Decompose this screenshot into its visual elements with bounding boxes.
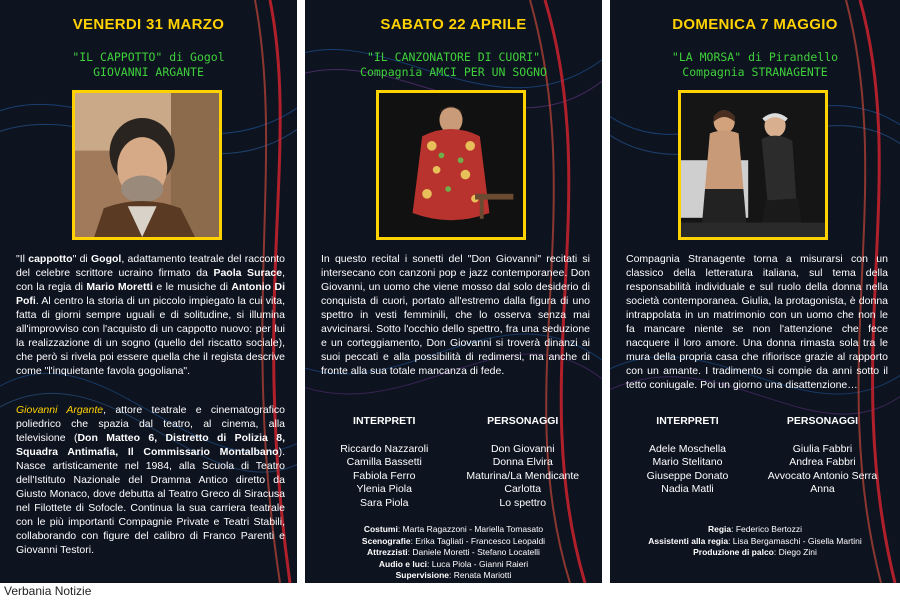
performer-photo bbox=[376, 90, 526, 240]
cast-name: Riccardo Nazzaroli bbox=[340, 442, 429, 455]
event-date: VENERDI 31 MARZO bbox=[72, 16, 225, 33]
event-panel-cappotto bbox=[0, 0, 297, 583]
interpreti-heading: INTERPRETI bbox=[656, 415, 719, 427]
character-name: Andrea Fabbri bbox=[789, 456, 856, 468]
cast-name: Camilla Bassetti bbox=[346, 456, 422, 468]
character-name: Donna Elvira bbox=[492, 456, 553, 468]
production-credits bbox=[616, 524, 894, 559]
subtitle-line-2: GIOVANNI ARGANTE bbox=[93, 65, 204, 79]
subtitle-line-2: Compagnia STRANAGENTE bbox=[682, 65, 828, 79]
character-name: Carlotta bbox=[504, 483, 542, 495]
cast-name: Mario Stelitano bbox=[652, 456, 723, 468]
event-description: In questo recital i sonetti del "Don Giovanni" recitati si intersecano con canzoni pop e jazz contemporanee. Don Giovanni, un uomo che viene mosso dal solo desiderio di conquista di cuori, portato all'estremo dalla figura di uno spettro in vesti femminili, che lo osserva senza mai avvicinarsi. Sotto l'occhio dello spettro, fra una seduzione e un corteggiamento, Don Giovanni si troverà dinanzi ai suoi peccati e alla possibilità di redimersi, ma anche di fronte alla sua totale mancanza di fede. bbox=[321, 253, 590, 377]
source-watermark: Verbania Notizie bbox=[4, 584, 92, 598]
credit-line: Produzione di palco: Diego Zini bbox=[693, 547, 817, 557]
cast-table bbox=[315, 415, 592, 510]
event-panel-canzonatore bbox=[305, 0, 602, 583]
subtitle-line-1: "LA MORSA" di Pirandello bbox=[671, 50, 839, 64]
event-subtitle bbox=[305, 50, 602, 80]
cast-name: Nadia Matli bbox=[661, 483, 714, 495]
personaggi-heading: PERSONAGGI bbox=[786, 415, 859, 427]
event-description: Compagnia Stranagente torna a misurarsi con un classico della letteratura italiana, sul tema della responsabilità individuale e sul ruolo della donna nella società contemporanea. Giulia, la protagonista, è donna intrappolata in un matrimonio con un uomo che non le fa mancare niente se non l'attenzione che fece nacquere il loro amore. Una donna rimasta sola tra le mura della propria casa che rifiorisce grazie al rapporto con un amante. I tradimento si compie da anni sotto il tetto coniugale. Poi un giorno una disattenzione… bbox=[626, 253, 888, 391]
cast-name: Adele Moschella bbox=[648, 442, 727, 455]
cast-table bbox=[620, 415, 890, 497]
personaggi-heading: PERSONAGGI bbox=[487, 415, 559, 427]
credit-line: Assistenti alla regia: Lisa Bergamaschi - Gisella Martini bbox=[648, 535, 862, 546]
subtitle-line-2: Compagnia AMCI PER UN SOGNO bbox=[360, 65, 547, 79]
credit-line: Costumi: Marta Ragazzoni - Mariella Tomasato bbox=[363, 524, 544, 534]
event-subtitle bbox=[610, 50, 900, 80]
event-description: "Il cappotto" di Gogol, adattamento teatrale del racconto del celebre scrittore ucraino firmato da Paola Surace, con la regia di Mario Moretti e le musiche di Antonio Di Pofi. Al centro la storia di un piccolo impiegato la cui vita, fatta di giorni sempre uguali e di solitudine, si illumina all'improvviso con l'acquisto di un cappotto nuovo: per lui la realizzazione di un sogno (quello del riscatto sociale), che però si rivela poi essere quella che il regista descrive come "l'inquietante favola gogoliana". bbox=[16, 253, 286, 377]
interpreti-heading: INTERPRETI bbox=[353, 415, 416, 427]
credit-line: Supervisione: Renata Mariotti bbox=[395, 570, 512, 580]
character-name: Avvocato Antonio Serra bbox=[767, 469, 878, 482]
credit-line: Regia: Federico Bertozzi bbox=[707, 524, 803, 534]
cast-name: Giuseppe Donato bbox=[646, 469, 729, 482]
cast-name: Sara Piola bbox=[360, 496, 409, 509]
subtitle-line-1: "IL CAPPOTTO" di Gogol bbox=[72, 50, 225, 64]
credit-line: Attrezzisti: Daniele Moretti - Stefano Locatelli bbox=[367, 547, 540, 557]
character-name: Lo spettro bbox=[499, 496, 547, 509]
personaggi-column bbox=[755, 415, 890, 497]
event-date: SABATO 22 APRILE bbox=[380, 16, 527, 33]
actor-portrait-photo bbox=[72, 90, 222, 240]
interpreti-column bbox=[315, 415, 454, 510]
credit-line: Scenografie: Erika Tagliati - Francesco Leopaldi bbox=[361, 535, 546, 546]
interpreti-column bbox=[620, 415, 755, 497]
cast-name: Fabiola Ferro bbox=[353, 469, 416, 482]
event-date: DOMENICA 7 MAGGIO bbox=[672, 16, 838, 33]
subtitle-line-1: "IL CANZONATORE DI CUORI" bbox=[366, 50, 541, 64]
credit-line: Audio e luci: Luca Piola - Gianni Raieri bbox=[378, 558, 529, 569]
actor-biography: Giovanni Argante, attore teatrale e cinematografico poliedrico che spazia dal teatro, al cinema, alla televisione (Don Matteo 6, Distretto di Polizia 8, Squadra Antimafia, Il Commissario Montalbano). Nasce artisticamente nel 1984, alla Scuola di Teatro dell'Istituto Nazionale del Dramma Antico diretto da Giusto Monaco, dove debutta al Teatro Greco di Siracusa nel Filottete di Sofocle. Continua la sua carriera teatrale con le più importanti Compagnie Private e Teatri Stabili, collaborando con figure del calibro di Franco Parenti e Giovanni Testori. bbox=[16, 404, 286, 556]
character-name: Anna bbox=[810, 483, 835, 495]
actor-name: Giovanni Argante bbox=[16, 404, 104, 416]
character-name: Giulia Fabbri bbox=[792, 442, 853, 455]
cast-name: Ylenia Piola bbox=[356, 483, 412, 495]
character-name: Don Giovanni bbox=[490, 442, 555, 455]
event-subtitle bbox=[0, 50, 297, 80]
stage-scene-photo bbox=[678, 90, 828, 240]
production-credits bbox=[311, 524, 596, 582]
personaggi-column bbox=[454, 415, 593, 510]
character-name: Maturina/La Mendicante bbox=[466, 469, 580, 482]
event-panel-morsa bbox=[610, 0, 900, 583]
